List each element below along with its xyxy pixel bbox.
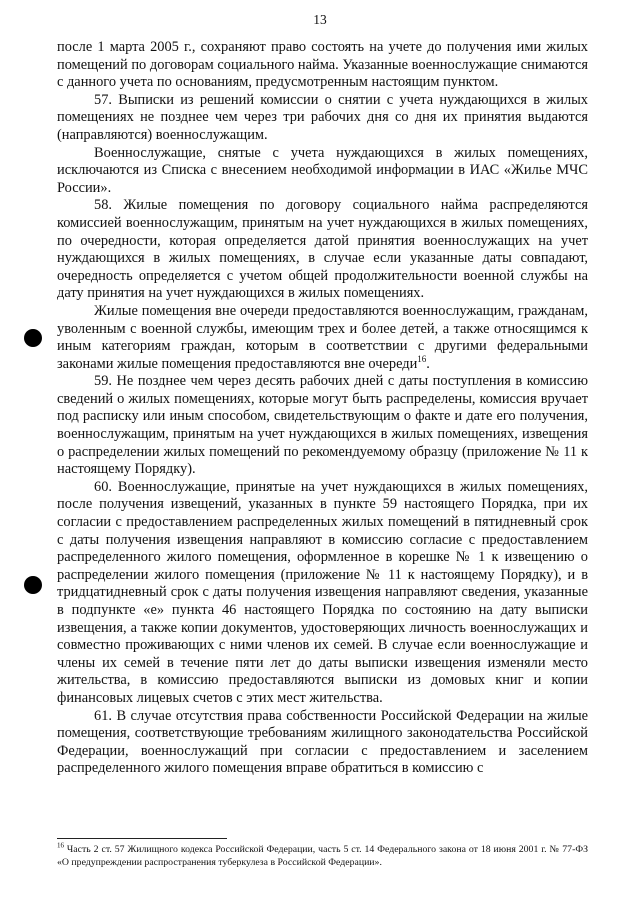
paragraph-57: 57. Выписки из решений комиссии о снятии с учета нуждающихся в жилых помещениях не позднее чем через три рабочих дня со дня их принятия выдаются (направляются) военнослужащим. [57,91,588,143]
paragraph-continuation: после 1 марта 2005 г., сохраняют право состоять на учете до получения ими жилых помещений по договорам социального найма. Указанные военнослужащие снимаются с данного учета по основаниям, предусмотренным настоящим пунктом. [57,39,588,91]
footnote-text: Часть 2 ст. 57 Жилищного кодекса Российской Федерации, часть 5 ст. 14 Федерального закона от 18 июня 2001 г. № 77-ФЗ «О предупреждении распространения туберкулеза в Российской Федерации». [57,844,588,868]
hole-punch-mark [24,576,42,594]
footnote-divider [57,838,227,839]
page-number: 13 [313,12,327,27]
document-body [57,39,588,778]
paragraph-57-note: Военнослужащие, снятые с учета нуждающихся в жилых помещениях, исключаются из Списка с внесением необходимой информации в ИАС «Жилье МЧС России». [57,144,588,196]
footnote [57,843,588,869]
paragraph-60: 60. Военнослужащие, принятые на учет нуждающихся в жилых помещениях, после получения извещений, указанных в пункте 59 настоящего Порядка, при их согласии с предоставлением распределенных жилых помещений в пятидневный срок с даты получения извещения направляют в комиссию согласие с предоставлением распределенного жилого помещения, оформленное в корешке № 1 к извещению о распределении жилого помещения (приложение № 11 к настоящему Порядку), и в тридцатидневный срок с даты получения извещения направляют сведения, указанные в подпункте «е» пункта 46 настоящего Порядка по состоянию на дату выписки извещения, а также копии документов, удостоверяющих личность военнослужащих и совместно проживающих с ними членов их семей. В случае если военнослужащие и члены их семей в течение пяти лет до даты выписки извещения изменяли место жительства, в комиссию предоставляются выписки из домовых книг и копии финансовых лицевых счетов с этих мест жительства. [57,478,588,706]
paragraph-58-out-of-turn-text: Жилые помещения вне очереди предоставляются военнослужащим, гражданам, уволенным с военной службы, имеющим трех и более детей, а также относящимся к иным категориям граждан, которым в соответствии с другими федеральными законами жилые помещения предоставляются вне очереди [57,302,588,372]
footnote-reference[interactable]: 16 [417,353,427,364]
paragraph-58-out-of-turn [57,303,588,373]
paragraph-61: 61. В случае отсутствия права собственности Российской Федерации на жилые помещения, соответствующие требованиям жилищного законодательства Российской Федерации, военнослужащий при согласии с предоставлением и заселением распределенного жилого помещения вправе обратиться в комиссию с [57,707,588,777]
paragraph-end-punctuation: . [426,355,430,372]
paragraph-59: 59. Не позднее чем через десять рабочих дней с даты поступления в комиссию сведений о жилых помещениях, которые могут быть распределены, комиссия вручает под расписку или иным способом, свидетельствующим о факте и дате его получения, военнослужащим, принятым на учет нуждающихся в жилых помещениях, извещения о распределении жилых помещений по рекомендуемому образцу (приложение № 11 к настоящему Порядку). [57,373,588,478]
hole-punch-mark [24,329,42,347]
paragraph-58: 58. Жилые помещения по договору социального найма распределяются комиссией военнослужащим, принятым на учет нуждающихся в жилых помещениях, по очередности, которая определяется датой принятия военнослужащих на учет нуждающихся в жилых помещениях, в случае если указанные даты совпадают, очередность определяется с учетом общей продолжительности военной службы на дату принятия на учет нуждающихся в жилых помещениях. [57,197,588,302]
footnote-marker: 16 [57,841,64,850]
